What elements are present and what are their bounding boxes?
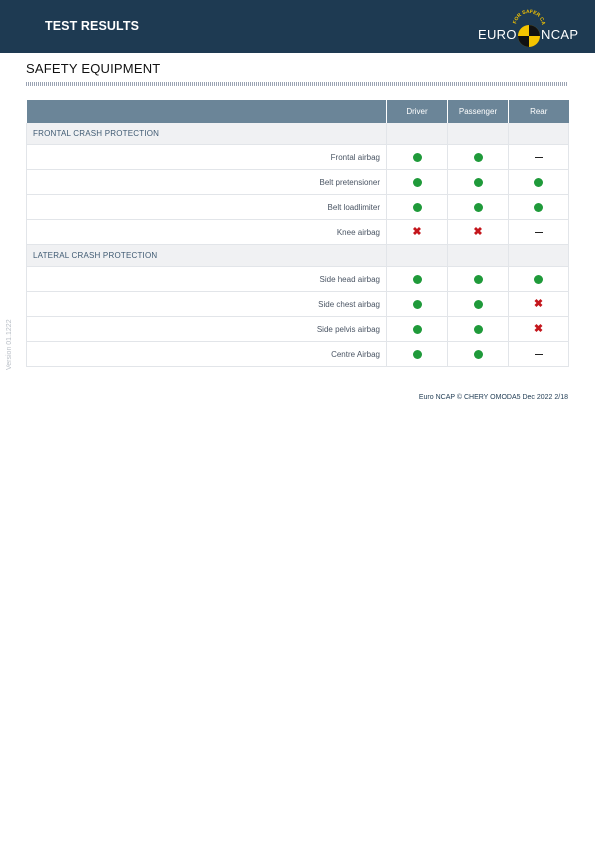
status-cell-rear [509, 317, 569, 342]
not-fitted-cross-icon: ✖ [412, 225, 422, 238]
category-label: FRONTAL CRASH PROTECTION [27, 123, 387, 145]
not-fitted-cross-icon: ✖ [533, 322, 544, 335]
status-cell-passenger [448, 195, 509, 220]
category-cell [509, 245, 569, 267]
logo-euro: EURO [478, 27, 517, 42]
euro-ncap-logo [476, 5, 580, 49]
category-cell [387, 123, 448, 145]
status-cell-rear [509, 145, 569, 170]
fitted-dot-icon [413, 350, 422, 359]
status-cell-rear [509, 170, 569, 195]
not-fitted-cross-icon: ✖ [473, 225, 483, 238]
status-cell-passenger [448, 292, 509, 317]
table-row [27, 220, 569, 245]
fitted-dot-icon [474, 350, 483, 359]
fitted-dot-icon [534, 178, 543, 187]
category-row [27, 245, 569, 267]
column-header-rear: Rear [509, 100, 569, 123]
status-cell-driver [387, 145, 448, 170]
category-cell [448, 123, 509, 145]
equipment-label: Side chest airbag [27, 292, 387, 317]
status-cell-driver [387, 220, 448, 245]
status-cell-rear [509, 195, 569, 220]
status-cell-passenger [448, 145, 509, 170]
fitted-dot-icon [474, 300, 483, 309]
fitted-dot-icon [413, 300, 422, 309]
status-cell-passenger [448, 317, 509, 342]
not-applicable-dash-icon [535, 232, 543, 233]
status-cell-rear [509, 220, 569, 245]
dotted-divider [26, 82, 568, 86]
safety-equipment-table [26, 100, 569, 367]
equipment-label: Side head airbag [27, 267, 387, 292]
equipment-label: Belt loadlimiter [27, 195, 387, 220]
logo-tagline: FOR SAFER CA [512, 8, 546, 26]
not-fitted-cross-icon: ✖ [533, 297, 544, 310]
version-label: Version 01.1222 [6, 319, 13, 370]
status-cell-driver [387, 267, 448, 292]
fitted-dot-icon [474, 325, 483, 334]
table-row [27, 267, 569, 292]
fitted-dot-icon [474, 153, 483, 162]
page-footer: Euro NCAP © CHERY OMODA5 Dec 2022 2/18 [418, 394, 568, 401]
table-row [27, 145, 569, 170]
not-applicable-dash-icon [535, 354, 543, 355]
fitted-dot-icon [474, 178, 483, 187]
logo-ncap: NCAP [541, 27, 579, 42]
table-row [27, 342, 569, 367]
equipment-label: Frontal airbag [27, 145, 387, 170]
table-row [27, 170, 569, 195]
equipment-label: Side pelvis airbag [27, 317, 387, 342]
status-cell-rear [509, 267, 569, 292]
page-header [0, 0, 595, 53]
status-cell-driver [387, 292, 448, 317]
fitted-dot-icon [474, 275, 483, 284]
equipment-label: Belt pretensioner [27, 170, 387, 195]
fitted-dot-icon [534, 203, 543, 212]
not-applicable-dash-icon [535, 157, 543, 158]
equipment-label: Knee airbag [27, 220, 387, 245]
header-title: TEST RESULTS [45, 19, 140, 33]
status-cell-passenger [448, 220, 509, 245]
column-header-blank [27, 100, 387, 123]
status-cell-driver [387, 170, 448, 195]
fitted-dot-icon [413, 325, 422, 334]
table-row [27, 292, 569, 317]
status-cell-rear [509, 342, 569, 367]
fitted-dot-icon [474, 203, 483, 212]
section-title: SAFETY EQUIPMENT [26, 61, 161, 76]
table-header-row [27, 100, 569, 123]
fitted-dot-icon [413, 275, 422, 284]
fitted-dot-icon [413, 178, 422, 187]
column-header-driver: Driver [387, 100, 448, 123]
status-cell-passenger [448, 170, 509, 195]
fitted-dot-icon [413, 153, 422, 162]
fitted-dot-icon [413, 203, 422, 212]
status-cell-passenger [448, 267, 509, 292]
category-row [27, 123, 569, 145]
table-row [27, 195, 569, 220]
status-cell-driver [387, 317, 448, 342]
fitted-dot-icon [534, 275, 543, 284]
status-cell-driver [387, 195, 448, 220]
column-header-passenger: Passenger [448, 100, 509, 123]
category-cell [387, 245, 448, 267]
table-row [27, 317, 569, 342]
category-cell [509, 123, 569, 145]
status-cell-driver [387, 342, 448, 367]
equipment-label: Centre Airbag [27, 342, 387, 367]
category-label: LATERAL CRASH PROTECTION [27, 245, 387, 267]
status-cell-rear [509, 292, 569, 317]
svg-text:FOR SAFER CARS [512, 6, 546, 26]
category-cell [448, 245, 509, 267]
status-cell-passenger [448, 342, 509, 367]
